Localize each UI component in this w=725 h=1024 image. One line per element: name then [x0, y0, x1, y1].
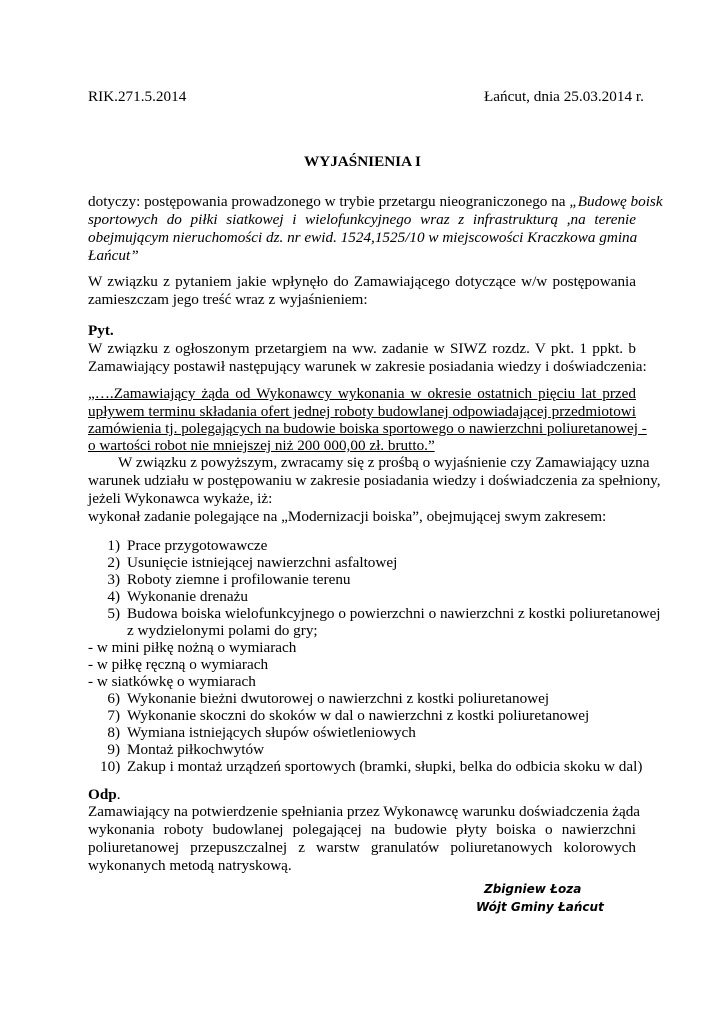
answer-label-line — [88, 786, 121, 803]
answer-label-dot: . — [116, 786, 121, 803]
list-item — [100, 741, 264, 758]
list-item — [100, 571, 351, 588]
quote-line-1: „….Zamawiający żąda od Wykonawcy wykonania w okresie ostatnich pięciu lat przed — [88, 385, 636, 402]
dash-item: - w piłkę ręczną o wymiarach — [88, 656, 269, 673]
list-item-number: 7) — [107, 707, 120, 724]
answer-line-3: poliuretanowej przepuszczalnej z warstw granulatów poliuretanowych kolorowych — [88, 839, 636, 856]
quote-line-2: upływem terminu składania ofert jednej roboty budowlanej odpowiadającej przedmiotowi — [88, 403, 636, 420]
answer-line-1: Zamawiający na potwierdzenie spełniania przez Wykonawcę warunku doświadczenia żąda — [88, 803, 641, 820]
list-item — [100, 537, 267, 554]
answer-label: Odp — [88, 786, 117, 803]
signature-role: Wójt Gminy Łańcut — [476, 900, 604, 914]
question-para-line-4: wykonał zadanie polegające na „Modernizacji boiska”, obejmującej swym zakresem: — [88, 508, 607, 525]
subject-title-start: „Budowę boisk — [569, 193, 663, 210]
question-para-line-2: warunek udziału w postępowaniu w zakresie posiadania wiedzy i doświadczenia za spełniony, — [88, 472, 661, 489]
list-item-text: Wykonanie drenażu — [127, 588, 248, 605]
question-line-1: W związku z ogłoszonym przetargiem na ww. zadanie w SIWZ rozdz. V pkt. 1 ppkt. b — [88, 340, 636, 357]
quote-line-3: zamówienia tj. polegających na budowie boiska sportowego o nawierzchni poliuretanowej - — [88, 420, 647, 437]
list-item — [100, 724, 416, 741]
intro-line-2: zamieszczam jego treść wraz z wyjaśnieniem: — [88, 291, 368, 308]
question-label: Pyt. — [88, 322, 114, 339]
list-item-text: Montaż piłkochwytów — [127, 741, 265, 758]
question-para-line-1: W związku z powyższym, zwracamy się z prośbą o wyjaśnienie czy Zamawiający uzna — [118, 454, 650, 471]
intro-line-1: W związku z pytaniem jakie wpłynęło do Zamawiającego dotyczące w/w postępowania — [88, 273, 636, 290]
subject-text: dotyczy: postępowania prowadzonego w trybie przetargu nieograniczonego na — [88, 193, 570, 210]
list-item-continuation: z wydzielonymi polami do gry; — [127, 622, 318, 639]
list-item-number: 8) — [107, 724, 120, 741]
quote-line-4: o wartości robot nie mniejszej niż 200 000,00 zł. brutto.” — [88, 437, 435, 454]
reference-number: RIK.271.5.2014 — [88, 88, 187, 105]
list-item-text: Roboty ziemne i profilowanie terenu — [127, 571, 351, 588]
question-para-line-3: jeżeli Wykonawca wykaże, iż: — [88, 490, 273, 507]
list-item-text: Budowa boiska wielofunkcyjnego o powierzchni o nawierzchni z kostki poliuretanowej — [127, 605, 661, 622]
list-item-number: 3) — [107, 571, 120, 588]
list-item-text: Wykonanie bieżni dwutorowej o nawierzchni z kostki poliuretanowej — [127, 690, 550, 707]
list-item-text: Prace przygotowawcze — [127, 537, 268, 554]
list-item — [100, 605, 661, 622]
place-and-date: Łańcut, dnia 25.03.2014 r. — [484, 88, 644, 105]
list-item-text: Wymiana istniejących słupów oświetleniowych — [127, 724, 416, 741]
subject-line-3: obejmującym nieruchomości dz. nr ewid. 1524,1525/10 w miejscowości Kraczkowa gmina — [88, 229, 638, 246]
question-line-2: Zamawiający postawił następujący warunek w zakresie posiadania wiedzy i doświadczenia: — [88, 358, 647, 375]
list-item — [100, 554, 397, 571]
list-item-number: 1) — [107, 537, 120, 554]
dash-item: - w mini piłkę nożną o wymiarach — [88, 639, 297, 656]
answer-line-4: wykonanych metodą natryskową. — [88, 857, 292, 874]
list-item-number: 9) — [107, 741, 120, 758]
list-item-text: Zakup i montaż urządzeń sportowych (bramki, słupki, belka do odbicia skoku w dal) — [127, 758, 643, 775]
list-item-number: 10) — [100, 758, 121, 775]
signature-name: Zbigniew Łoza — [484, 882, 582, 896]
list-item — [100, 758, 642, 775]
answer-line-2: wykonania roboty budowlanej polegającej na budowie płyty boiska o nawierzchni — [88, 821, 636, 838]
list-item — [100, 707, 589, 724]
list-item-number: 4) — [107, 588, 120, 605]
subject-line-1 — [88, 193, 663, 210]
list-item-text: Usunięcie istniejącej nawierzchni asfaltowej — [127, 554, 398, 571]
list-item — [100, 588, 248, 605]
list-item — [100, 690, 549, 707]
list-item-number: 2) — [107, 554, 120, 571]
list-item-number: 6) — [107, 690, 120, 707]
subject-line-2: sportowych do piłki siatkowej i wielofunkcyjnego wraz z infrastrukturą ,na terenie — [88, 211, 636, 228]
subject-line-4: Łańcut” — [88, 247, 139, 264]
document-title: WYJAŚNIENIA I — [304, 153, 421, 170]
list-item-text: Wykonanie skoczni do skoków w dal o nawierzchni z kostki poliuretanowej — [127, 707, 590, 724]
dash-item: - w siatkówkę o wymiarach — [88, 673, 256, 690]
list-item-number: 5) — [107, 605, 120, 622]
